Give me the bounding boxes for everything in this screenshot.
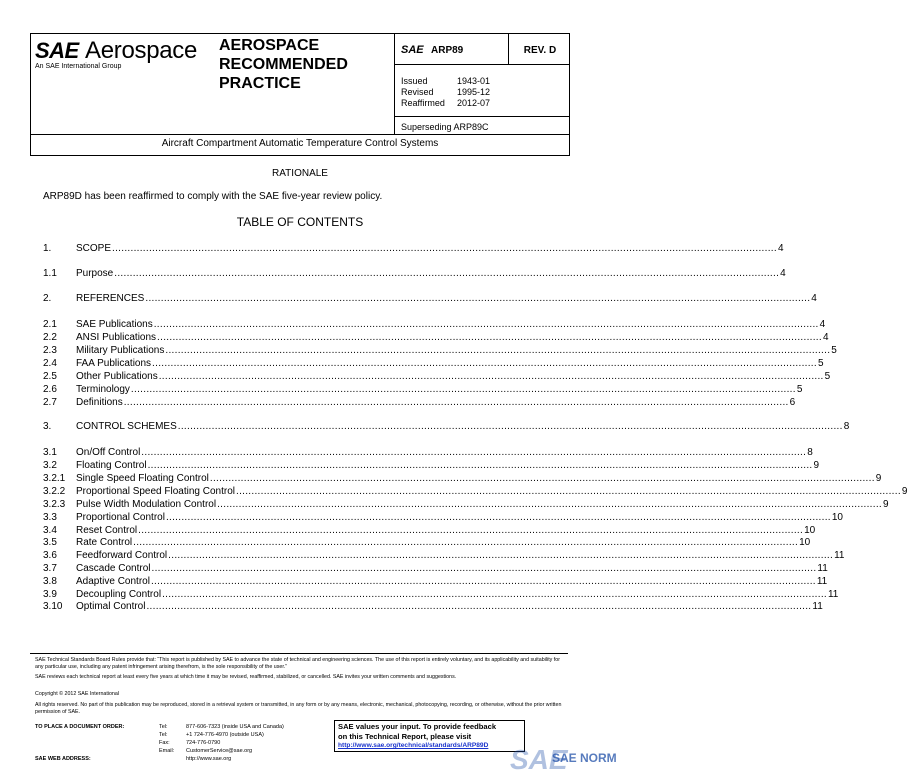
toc-page: 4 (819, 319, 826, 330)
toc-leader (145, 292, 810, 305)
toc-page: 5 (796, 384, 803, 395)
toc-label: SAE Publications (76, 319, 153, 330)
document-type-line: PRACTICE (219, 75, 301, 92)
toc-label: Feedforward Control (76, 550, 168, 561)
toc-number: 3.4 (43, 525, 57, 536)
watermark-text: SAE NORM (552, 751, 617, 765)
toc-page: 4 (780, 268, 786, 279)
logo-sae: SAE (35, 38, 79, 63)
toc-page: 4 (811, 293, 817, 304)
toc-number: 2.1 (43, 319, 57, 330)
toc-label: Reset Control (76, 525, 138, 536)
toc-number: 3.3 (43, 512, 57, 523)
web-label: SAE WEB ADDRESS: (35, 756, 91, 762)
toc-page: 8 (807, 447, 813, 458)
toc-entry[interactable] (43, 575, 828, 588)
toc-entry[interactable] (43, 511, 843, 524)
toc-label: Optimal Control (76, 601, 146, 612)
toc-number: 1.1 (43, 268, 57, 279)
document-type-line: RECOMMENDED (219, 56, 348, 73)
toc-label: Pulse Width Modulation Control (76, 499, 217, 510)
toc-leader (124, 396, 789, 409)
toc-leader (141, 446, 806, 459)
date-label: Revised (401, 87, 434, 97)
toc-leader (148, 459, 813, 472)
toc-entry[interactable] (43, 536, 811, 549)
document-type (219, 36, 348, 93)
toc-entry[interactable] (43, 292, 817, 305)
footer-rights-text: All rights reserved. No part of this publication may be reproduced, stored in a retrieval system or transmitted, in any form or by any means, electronic, mechanical, photocopying, recording, or otherwise, without the prior written permission of SAE. (35, 702, 562, 715)
toc-leader (112, 242, 777, 255)
contact-key: Tel: (159, 732, 168, 738)
toc-leader (217, 498, 882, 511)
toc-leader (152, 357, 817, 370)
sae-mark: SAE (401, 44, 424, 56)
rationale-text: ARP89D has been reaffirmed to comply with the SAE five-year review policy. (43, 191, 383, 202)
toc-entry[interactable] (43, 562, 828, 575)
toc-entry[interactable] (43, 459, 820, 472)
toc-number: 3.2.1 (43, 473, 66, 484)
toc-leader (165, 344, 830, 357)
toc-entry[interactable] (43, 267, 786, 280)
toc-number: 3.1 (43, 447, 57, 458)
toc-leader (131, 383, 796, 396)
contact-value: 724-776-0790 (186, 740, 221, 746)
toc-leader (210, 472, 875, 485)
svg-text:SAE: SAE (510, 744, 568, 775)
date-row (401, 98, 490, 109)
toc-page: 5 (831, 345, 837, 356)
toc-page: 6 (789, 397, 796, 408)
toc-number: 3.7 (43, 563, 57, 574)
toc-number: 1. (43, 243, 52, 254)
toc-page: 9 (875, 473, 882, 484)
toc-entry[interactable] (43, 420, 850, 433)
toc-label: Definitions (76, 397, 123, 408)
footer-copyright: Copyright © 2012 SAE International (35, 691, 119, 697)
toc-page: 11 (817, 563, 828, 574)
toc-page: 9 (813, 460, 820, 471)
toc-leader (154, 318, 819, 331)
feedback-box (334, 720, 525, 752)
footer-rules-text: SAE Technical Standards Board Rules provide that: “This report is published by SAE to advance the state of technical and engineering sciences. The use of this report is entirely voluntary, and its applicability and suitability for any particular use, including any patent infringement arising therefrom, is the sole responsibility of the user.” (35, 657, 560, 670)
feedback-line: SAE values your input. To provide feedback (338, 722, 497, 731)
toc-entry[interactable] (43, 344, 837, 357)
toc-page: 11 (816, 576, 828, 587)
header-divider (394, 34, 395, 134)
toc-number: 2.3 (43, 345, 57, 356)
toc-leader (151, 562, 816, 575)
contact-value: 877-606-7323 (inside USA and Canada) (186, 724, 284, 730)
toc-page: 11 (834, 550, 845, 561)
toc-entry[interactable] (43, 549, 845, 562)
document-title: Aircraft Compartment Automatic Temperature Control Systems (30, 133, 570, 156)
date-value: 1995-12 (457, 87, 491, 97)
contact-key: Tel: (159, 724, 168, 730)
toc-entry[interactable] (43, 383, 803, 396)
toc-label: On/Off Control (76, 447, 141, 458)
toc-label: ANSI Publications (76, 332, 157, 343)
toc-label: FAA Publications (76, 358, 152, 369)
toc-label: Military Publications (76, 345, 165, 356)
toc-label: Proportional Speed Floating Control (76, 486, 235, 497)
toc-page: 11 (827, 589, 839, 600)
toc-number: 2.6 (43, 384, 57, 395)
toc-label: Terminology (76, 384, 130, 395)
toc-page: 11 (812, 601, 823, 612)
toc-entry[interactable] (43, 357, 824, 370)
document-dates (401, 76, 490, 109)
toc-leader (146, 600, 811, 613)
toc-number: 3. (43, 421, 52, 432)
header-divider (508, 34, 509, 64)
toc-label: Floating Control (76, 460, 147, 471)
toc-leader (159, 370, 824, 383)
toc-label: Other Publications (76, 371, 158, 382)
date-label: Issued (401, 76, 428, 86)
order-label: TO PLACE A DOCUMENT ORDER: (35, 724, 125, 730)
date-value: 1943-01 (457, 76, 491, 86)
header-divider (394, 116, 569, 117)
toc-entry[interactable] (43, 396, 796, 409)
toc-label: Proportional Control (76, 512, 165, 523)
toc-entry[interactable] (43, 370, 831, 383)
toc-number: 2.4 (43, 358, 57, 369)
toc-number: 3.2.3 (43, 499, 66, 510)
toc-label: Adaptive Control (76, 576, 150, 587)
date-value: 2012-07 (457, 98, 491, 108)
toc-entry[interactable] (43, 331, 829, 344)
toc-leader (151, 575, 816, 588)
toc-entry[interactable] (43, 242, 784, 255)
toc-number: 2.7 (43, 397, 57, 408)
toc-page: 5 (824, 371, 831, 382)
toc-label: Purpose (76, 268, 114, 279)
toc-page: 10 (799, 537, 811, 548)
toc-leader (178, 420, 843, 433)
toc-label: SCOPE (76, 243, 112, 254)
toc-page: 5 (817, 358, 824, 369)
toc-number: 3.6 (43, 550, 57, 561)
logo-tagline: An SAE International Group (35, 63, 122, 70)
date-label: Reaffirmed (401, 98, 445, 108)
toc-entry[interactable] (43, 318, 826, 331)
toc-number: 3.2 (43, 460, 57, 471)
feedback-link[interactable]: http://www.sae.org/technical/standards/ARP89D (338, 742, 489, 749)
feedback-line: on this Technical Report, please visit (338, 731, 472, 741)
toc-label: CONTROL SCHEMES (76, 421, 177, 432)
toc-heading: TABLE OF CONTENTS (236, 215, 364, 229)
toc-entry[interactable] (43, 446, 813, 459)
web-address-link[interactable]: http://www.sae.org (186, 756, 232, 762)
toc-leader (168, 549, 833, 562)
toc-page: 10 (804, 525, 816, 536)
superseding-note: Superseding ARP89C (401, 122, 489, 132)
toc-page: 8 (843, 421, 850, 432)
toc-entry[interactable] (43, 472, 882, 485)
toc-number: 3.2.2 (43, 486, 66, 497)
toc-label: Decoupling Control (76, 589, 162, 600)
toc-number: 3.8 (43, 576, 57, 587)
logo-aerospace: Aerospace (85, 37, 198, 64)
toc-page: 9 (883, 499, 889, 510)
date-row (401, 76, 490, 87)
toc-leader (157, 331, 822, 344)
toc-number: 3.10 (43, 601, 63, 612)
date-row (401, 87, 490, 98)
contact-key: Fax: (159, 740, 170, 746)
toc-label: Cascade Control (76, 563, 151, 574)
header-divider (394, 64, 569, 65)
rationale-heading: RATIONALE (272, 168, 328, 179)
toc-page: 4 (822, 332, 829, 343)
document-header (30, 33, 570, 135)
toc-number: 2.5 (43, 371, 57, 382)
revision-label: REV. D (523, 45, 557, 56)
toc-page: 9 (901, 486, 907, 497)
toc-leader (166, 511, 831, 524)
toc-number: 3.9 (43, 589, 57, 600)
contact-value: +1 724-776-4970 (outside USA) (186, 732, 264, 738)
toc-page: 10 (831, 512, 843, 523)
toc-leader (114, 267, 779, 280)
toc-label: Single Speed Floating Control (76, 473, 209, 484)
toc-leader (236, 485, 901, 498)
toc-number: 2. (43, 293, 52, 304)
footer-review-text: SAE reviews each technical report at least every five years at which time it may be revised, reaffirmed, stabilized, or cancelled. SAE invites your written comments and suggestions. (35, 674, 457, 680)
contact-key: Email: (159, 748, 175, 754)
toc-label: REFERENCES (76, 293, 145, 304)
toc-entry[interactable] (43, 600, 823, 613)
document-number: ARP89 (431, 45, 464, 56)
document-type-line: AEROSPACE (219, 37, 320, 54)
toc-number: 3.5 (43, 537, 57, 548)
contact-email[interactable]: CustomerService@sae.org (186, 748, 253, 754)
footer-divider (30, 653, 568, 654)
toc-number: 2.2 (43, 332, 57, 343)
toc-page: 4 (777, 243, 784, 254)
toc-label: Rate Control (76, 537, 133, 548)
toc-entry[interactable] (43, 498, 889, 511)
toc-entry[interactable] (43, 485, 907, 498)
toc-leader (133, 536, 798, 549)
